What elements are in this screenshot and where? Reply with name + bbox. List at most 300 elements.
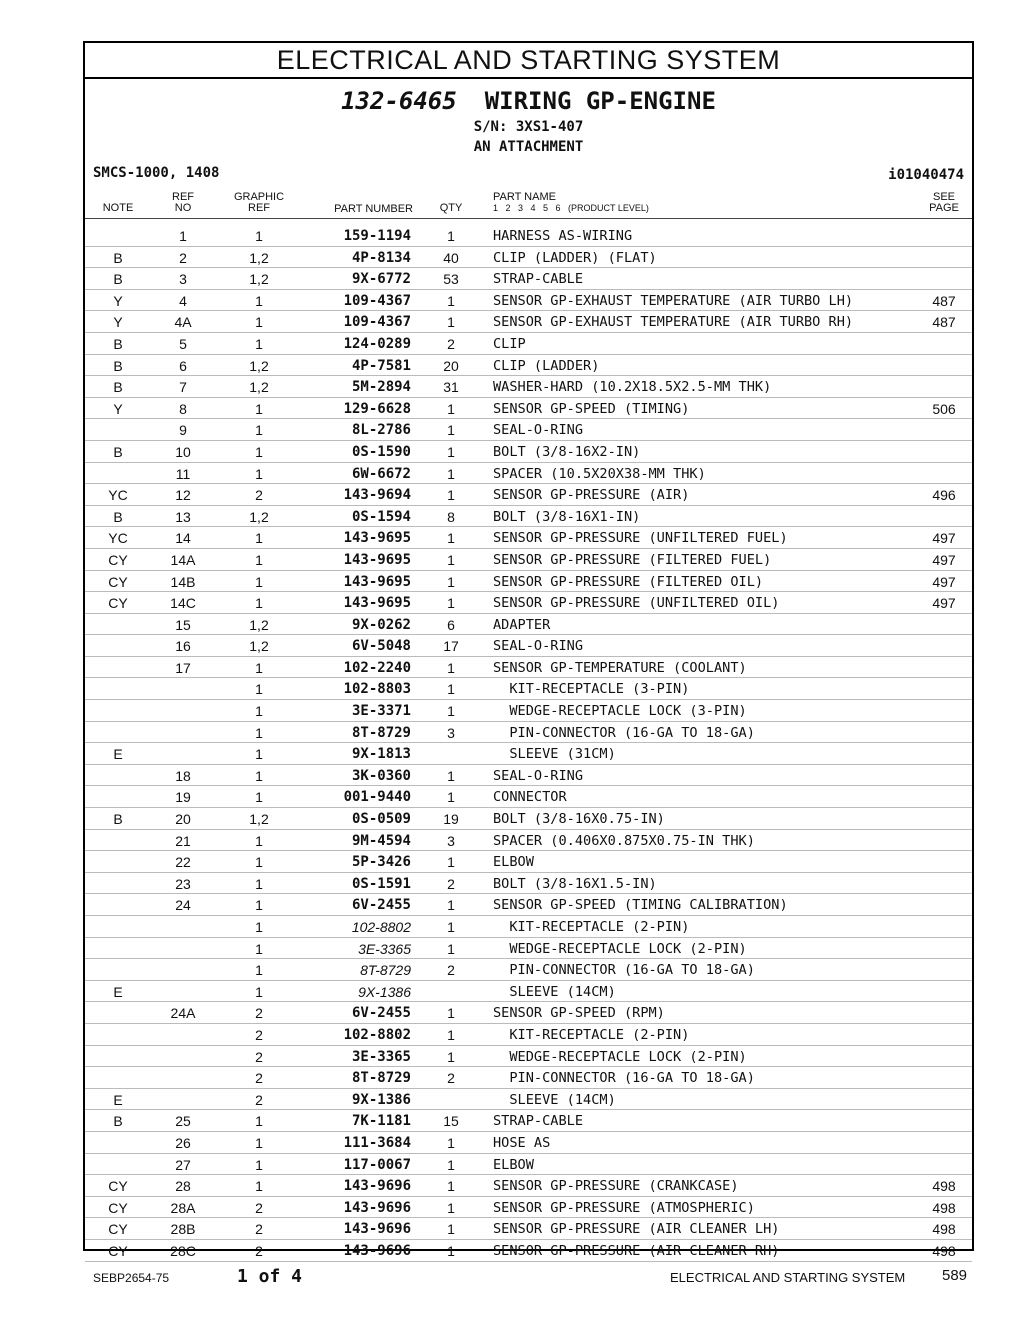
row-graphic-ref: 2 bbox=[255, 1005, 263, 1022]
row-part-name: SENSOR GP-EXHAUST TEMPERATURE (AIR TURBO LH) bbox=[493, 292, 854, 309]
table-row bbox=[85, 463, 972, 485]
row-part-name: BOLT (3/8-16X2-IN) bbox=[493, 443, 641, 460]
row-see-page: 497 bbox=[932, 551, 956, 568]
table-row bbox=[85, 1024, 972, 1046]
row-part-number: 129-6628 bbox=[343, 400, 411, 417]
row-part-number: 143-9695 bbox=[343, 595, 411, 612]
row-part-number: 0S-1590 bbox=[351, 443, 411, 460]
row-ref-no: 9 bbox=[179, 422, 187, 439]
row-part-name: BOLT (3/8-16X0.75-IN) bbox=[493, 811, 665, 828]
row-part-name: SENSOR GP-PRESSURE (AIR CLEANER RH) bbox=[493, 1242, 780, 1259]
col-ref-bottom: NO bbox=[174, 202, 192, 214]
row-ref-no: 26 bbox=[175, 1134, 191, 1151]
row-part-name: WEDGE-RECEPTACLE LOCK (2-PIN) bbox=[493, 1048, 747, 1065]
table-row bbox=[85, 441, 972, 463]
table-row bbox=[85, 678, 972, 700]
row-graphic-ref: 2 bbox=[255, 1199, 263, 1216]
table-row bbox=[85, 614, 972, 636]
row-part-number: 4P-8134 bbox=[351, 249, 411, 266]
table-row bbox=[85, 959, 972, 981]
table-row bbox=[85, 376, 972, 398]
row-see-page: 497 bbox=[932, 530, 956, 547]
row-part-name: KIT-RECEPTACLE (2-PIN) bbox=[493, 919, 690, 935]
row-part-number: 3E-3365 bbox=[358, 940, 411, 957]
row-note: CY bbox=[108, 573, 128, 590]
row-see-page: 506 bbox=[932, 400, 956, 417]
row-part-number: 4P-7581 bbox=[351, 357, 411, 374]
row-note: CY bbox=[108, 595, 128, 612]
row-graphic-ref: 2 bbox=[255, 1048, 263, 1065]
row-graphic-ref: 1 bbox=[255, 875, 263, 892]
row-qty: 15 bbox=[443, 1113, 459, 1130]
row-graphic-ref: 2 bbox=[255, 1070, 263, 1087]
row-part-name: CLIP (LADDER) bbox=[493, 357, 600, 374]
row-qty: 1 bbox=[447, 854, 455, 871]
row-note: B bbox=[113, 335, 123, 352]
row-part-number: 6V-2455 bbox=[351, 897, 411, 914]
smcs-code: SMCS-1000, 1408 bbox=[93, 165, 220, 181]
row-part-number: 7K-1181 bbox=[351, 1113, 411, 1130]
row-part-name: STRAP-CABLE bbox=[493, 271, 584, 288]
row-qty: 40 bbox=[443, 249, 459, 266]
row-note: YC bbox=[108, 487, 128, 504]
row-part-name: SENSOR GP-SPEED (RPM) bbox=[493, 1005, 665, 1022]
row-ref-no: 16 bbox=[175, 638, 191, 655]
row-part-number: 102-2240 bbox=[343, 659, 411, 676]
row-qty: 1 bbox=[447, 551, 455, 568]
group-type: AN ATTACHMENT bbox=[473, 139, 584, 155]
row-qty: 1 bbox=[447, 789, 455, 806]
col-part-name: PART NAME bbox=[493, 191, 556, 203]
row-note: CY bbox=[108, 1199, 128, 1216]
row-part-number: 0S-1591 bbox=[351, 875, 411, 892]
row-part-name: SLEEVE (14CM) bbox=[493, 1091, 616, 1108]
row-note: E bbox=[113, 983, 123, 1000]
row-ref-no: 3 bbox=[179, 271, 187, 288]
row-graphic-ref: 1 bbox=[255, 832, 263, 849]
row-part-name: SENSOR GP-PRESSURE (FILTERED OIL) bbox=[493, 573, 764, 590]
row-part-number: 3K-0360 bbox=[351, 767, 411, 784]
row-qty: 1 bbox=[447, 659, 455, 676]
row-qty: 1 bbox=[447, 1156, 455, 1173]
row-part-number: 102-8802 bbox=[343, 1026, 411, 1043]
table-row bbox=[85, 808, 972, 830]
row-ref-no: 10 bbox=[175, 443, 191, 460]
row-graphic-ref: 2 bbox=[255, 1091, 263, 1108]
row-ref-no: 27 bbox=[175, 1156, 191, 1173]
row-qty: 1 bbox=[447, 1178, 455, 1195]
row-qty: 8 bbox=[447, 508, 455, 525]
row-ref-no: 23 bbox=[175, 875, 191, 892]
group-header bbox=[85, 79, 972, 229]
row-ref-no: 8 bbox=[179, 400, 187, 417]
row-part-name: SLEEVE (31CM) bbox=[493, 746, 616, 763]
row-note: Y bbox=[113, 292, 123, 309]
table-row bbox=[85, 743, 972, 765]
row-part-name: BOLT (3/8-16X1.5-IN) bbox=[493, 875, 657, 892]
group-number: 132-6465 bbox=[341, 87, 457, 115]
row-part-name: PIN-CONNECTOR (16-GA TO 18-GA) bbox=[493, 724, 755, 741]
row-qty: 1 bbox=[447, 314, 455, 331]
col-see-bottom: PAGE bbox=[929, 202, 959, 214]
row-qty: 1 bbox=[447, 767, 455, 784]
row-qty: 1 bbox=[447, 530, 455, 547]
row-ref-no: 5 bbox=[179, 335, 187, 352]
row-ref-no: 4A bbox=[174, 314, 192, 331]
row-note: CY bbox=[108, 1221, 128, 1238]
row-graphic-ref: 1 bbox=[255, 724, 263, 741]
row-part-number: 102-8803 bbox=[343, 681, 411, 698]
table-row bbox=[85, 765, 972, 787]
table-row bbox=[85, 592, 972, 614]
footer-page-number: 589 bbox=[942, 1267, 968, 1284]
row-qty: 1 bbox=[447, 422, 455, 439]
row-ref-no: 14B bbox=[170, 573, 196, 590]
table-row bbox=[85, 786, 972, 808]
row-part-number: 143-9696 bbox=[343, 1199, 411, 1216]
row-graphic-ref: 1,2 bbox=[249, 357, 269, 374]
col-note: NOTE bbox=[102, 202, 134, 214]
row-qty: 1 bbox=[447, 1026, 455, 1043]
table-row bbox=[85, 355, 972, 377]
row-note: B bbox=[113, 443, 123, 460]
row-part-number: 143-9696 bbox=[343, 1242, 411, 1259]
row-graphic-ref: 1 bbox=[255, 1156, 263, 1173]
row-qty: 1 bbox=[447, 573, 455, 590]
table-row bbox=[85, 290, 972, 312]
row-graphic-ref: 1 bbox=[255, 422, 263, 439]
row-see-page: 498 bbox=[932, 1178, 956, 1195]
row-qty: 31 bbox=[443, 379, 459, 396]
row-graphic-ref: 1 bbox=[255, 335, 263, 352]
row-part-name: PIN-CONNECTOR (16-GA TO 18-GA) bbox=[493, 962, 755, 979]
row-ref-no: 19 bbox=[175, 789, 191, 806]
table-row bbox=[85, 571, 972, 593]
row-qty: 1 bbox=[447, 292, 455, 309]
row-part-name: SENSOR GP-PRESSURE (AIR) bbox=[493, 487, 690, 504]
row-part-number: 9X-1386 bbox=[351, 1091, 411, 1108]
row-graphic-ref: 1 bbox=[255, 983, 263, 1000]
row-note: B bbox=[113, 357, 123, 374]
row-part-number: 8L-2786 bbox=[351, 422, 411, 439]
row-ref-no: 18 bbox=[175, 767, 191, 784]
row-see-page: 487 bbox=[932, 314, 956, 331]
row-part-number: 6V-5048 bbox=[351, 638, 411, 655]
row-qty: 1 bbox=[447, 595, 455, 612]
row-ref-no: 20 bbox=[175, 811, 191, 828]
row-graphic-ref: 1 bbox=[255, 292, 263, 309]
row-part-name: SENSOR GP-PRESSURE (UNFILTERED OIL) bbox=[493, 595, 780, 612]
row-graphic-ref: 1 bbox=[255, 551, 263, 568]
row-see-page: 497 bbox=[932, 573, 956, 590]
row-part-number: 6W-6672 bbox=[351, 465, 411, 482]
row-note: Y bbox=[113, 400, 123, 417]
row-qty: 1 bbox=[447, 1199, 455, 1216]
row-graphic-ref: 1 bbox=[255, 681, 263, 698]
row-qty: 1 bbox=[447, 1048, 455, 1065]
row-part-name: SENSOR GP-TEMPERATURE (COOLANT) bbox=[493, 659, 747, 676]
row-qty: 1 bbox=[447, 465, 455, 482]
col-graphic-bottom: REF bbox=[248, 202, 270, 214]
row-part-number: 001-9440 bbox=[343, 789, 411, 806]
row-part-number: 0S-1594 bbox=[351, 508, 411, 525]
row-graphic-ref: 1,2 bbox=[249, 271, 269, 288]
row-graphic-ref: 1 bbox=[255, 530, 263, 547]
row-qty: 3 bbox=[447, 832, 455, 849]
row-ref-no: 7 bbox=[179, 379, 187, 396]
table-row bbox=[85, 873, 972, 895]
row-part-name: WASHER-HARD (10.2X18.5X2.5-MM THK) bbox=[493, 379, 772, 396]
row-part-number: 3E-3365 bbox=[351, 1048, 411, 1065]
row-graphic-ref: 1 bbox=[255, 767, 263, 784]
row-part-number: 143-9695 bbox=[343, 530, 411, 547]
row-part-number: 109-4367 bbox=[343, 314, 411, 331]
row-part-name: WEDGE-RECEPTACLE LOCK (3-PIN) bbox=[493, 703, 747, 720]
row-part-number: 9X-0262 bbox=[351, 616, 411, 633]
row-part-number: 9X-1813 bbox=[351, 746, 411, 763]
row-part-number: 3E-3371 bbox=[351, 703, 411, 720]
row-ref-no: 6 bbox=[179, 357, 187, 374]
table-row bbox=[85, 1175, 972, 1197]
col-graphic-top: GRAPHIC bbox=[233, 191, 285, 203]
row-ref-no: 28A bbox=[170, 1199, 196, 1216]
column-headers bbox=[85, 188, 972, 219]
row-graphic-ref: 2 bbox=[255, 1242, 263, 1259]
row-qty: 20 bbox=[443, 357, 459, 374]
row-ref-no: 25 bbox=[175, 1113, 191, 1130]
row-note: CY bbox=[108, 551, 128, 568]
row-part-name: SENSOR GP-PRESSURE (AIR CLEANER LH) bbox=[493, 1221, 780, 1238]
table-row bbox=[85, 722, 972, 744]
row-graphic-ref: 2 bbox=[255, 1026, 263, 1043]
row-qty: 17 bbox=[443, 638, 459, 655]
row-graphic-ref: 1 bbox=[255, 897, 263, 914]
row-ref-no: 14 bbox=[175, 530, 191, 547]
row-graphic-ref: 1 bbox=[255, 659, 263, 676]
row-note: B bbox=[113, 249, 123, 266]
row-qty: 1 bbox=[447, 940, 455, 957]
row-graphic-ref: 1 bbox=[255, 1134, 263, 1151]
col-qty: QTY bbox=[439, 202, 463, 214]
row-note: B bbox=[113, 379, 123, 396]
row-graphic-ref: 1 bbox=[255, 789, 263, 806]
table-row bbox=[85, 1132, 972, 1154]
row-note: E bbox=[113, 1091, 123, 1108]
row-part-number: 9X-1386 bbox=[358, 983, 411, 1000]
row-ref-no: 28C bbox=[170, 1242, 196, 1259]
row-note: B bbox=[113, 811, 123, 828]
table-row bbox=[85, 247, 972, 269]
col-product-level: 1 2 3 4 5 6 (PRODUCT LEVEL) bbox=[493, 203, 649, 213]
row-qty: 1 bbox=[447, 1221, 455, 1238]
row-part-name: STRAP-CABLE bbox=[493, 1113, 584, 1130]
row-graphic-ref: 2 bbox=[255, 1221, 263, 1238]
row-graphic-ref: 1 bbox=[255, 962, 263, 979]
row-see-page: 498 bbox=[932, 1221, 956, 1238]
row-qty: 53 bbox=[443, 271, 459, 288]
row-qty: 1 bbox=[447, 897, 455, 914]
table-row bbox=[85, 1240, 972, 1262]
row-ref-no: 24 bbox=[175, 897, 191, 914]
row-part-number: 143-9696 bbox=[343, 1221, 411, 1238]
footer-page-of: 1 of 4 bbox=[237, 1266, 303, 1287]
row-ref-no: 2 bbox=[179, 249, 187, 266]
illustration-reference: i01040474 bbox=[888, 167, 964, 183]
row-qty: 1 bbox=[447, 681, 455, 698]
table-row bbox=[85, 1046, 972, 1068]
row-part-number: 9M-4594 bbox=[351, 832, 411, 849]
row-qty: 1 bbox=[447, 487, 455, 504]
footer-section: ELECTRICAL AND STARTING SYSTEM bbox=[670, 1270, 906, 1285]
row-note: B bbox=[113, 1113, 123, 1130]
col-part-number: PART NUMBER bbox=[334, 203, 413, 215]
table-row bbox=[85, 419, 972, 441]
row-part-name: ELBOW bbox=[493, 1156, 534, 1173]
row-qty: 1 bbox=[447, 703, 455, 720]
row-graphic-ref: 1 bbox=[255, 400, 263, 417]
table-row bbox=[85, 1218, 972, 1240]
row-qty: 1 bbox=[447, 1005, 455, 1022]
row-part-number: 6V-2455 bbox=[351, 1005, 411, 1022]
table-row bbox=[85, 830, 972, 852]
row-qty: 1 bbox=[447, 1242, 455, 1259]
row-ref-no: 14C bbox=[170, 595, 196, 612]
table-row bbox=[85, 700, 972, 722]
section-title: ELECTRICAL AND STARTING SYSTEM bbox=[85, 43, 972, 79]
row-ref-no: 22 bbox=[175, 854, 191, 871]
row-part-name: WEDGE-RECEPTACLE LOCK (2-PIN) bbox=[493, 940, 747, 957]
row-ref-no: 14A bbox=[170, 551, 196, 568]
row-ref-no: 4 bbox=[179, 292, 187, 309]
table-row bbox=[85, 527, 972, 549]
row-note: B bbox=[113, 271, 123, 288]
row-qty: 1 bbox=[447, 919, 455, 935]
table-row bbox=[85, 484, 972, 506]
row-part-name: SENSOR GP-PRESSURE (FILTERED FUEL) bbox=[493, 551, 772, 568]
row-qty: 1 bbox=[447, 1134, 455, 1151]
row-ref-no: 17 bbox=[175, 659, 191, 676]
col-ref-top: REF bbox=[172, 191, 194, 203]
row-qty: 3 bbox=[447, 724, 455, 741]
row-part-name: KIT-RECEPTACLE (3-PIN) bbox=[493, 681, 690, 698]
row-qty: 1 bbox=[447, 400, 455, 417]
row-note: B bbox=[113, 508, 123, 525]
row-graphic-ref: 1 bbox=[255, 314, 263, 331]
row-ref-no: 13 bbox=[175, 508, 191, 525]
row-graphic-ref: 1 bbox=[255, 854, 263, 871]
row-part-number: 8T-8729 bbox=[351, 1070, 411, 1087]
row-part-name: SENSOR GP-PRESSURE (ATMOSPHERIC) bbox=[493, 1199, 755, 1216]
row-part-name: SPACER (10.5X20X38-MM THK) bbox=[493, 465, 706, 482]
row-part-number: 159-1194 bbox=[343, 228, 411, 244]
row-qty: 19 bbox=[443, 811, 459, 828]
row-part-name: SEAL-O-RING bbox=[493, 422, 584, 439]
row-part-name: SENSOR GP-PRESSURE (CRANKCASE) bbox=[493, 1178, 739, 1195]
table-row bbox=[85, 1067, 972, 1089]
table-row bbox=[85, 851, 972, 873]
row-graphic-ref: 1,2 bbox=[249, 638, 269, 655]
row-part-number: 143-9694 bbox=[343, 487, 411, 504]
row-part-number: 143-9696 bbox=[343, 1178, 411, 1195]
row-part-number: 117-0067 bbox=[343, 1156, 411, 1173]
row-graphic-ref: 1 bbox=[255, 228, 263, 244]
row-graphic-ref: 1 bbox=[255, 1113, 263, 1130]
row-ref-no: 28 bbox=[175, 1178, 191, 1195]
table-row bbox=[85, 635, 972, 657]
table-row bbox=[85, 894, 972, 916]
row-graphic-ref: 1,2 bbox=[249, 616, 269, 633]
row-part-name: KIT-RECEPTACLE (2-PIN) bbox=[493, 1026, 690, 1043]
row-qty: 2 bbox=[447, 875, 455, 892]
row-part-number: 5M-2894 bbox=[351, 379, 411, 396]
row-graphic-ref: 2 bbox=[255, 487, 263, 504]
row-see-page: 498 bbox=[932, 1242, 956, 1259]
table-row bbox=[85, 225, 972, 247]
row-ref-no: 12 bbox=[175, 487, 191, 504]
row-qty: 1 bbox=[447, 443, 455, 460]
row-ref-no: 1 bbox=[179, 228, 187, 244]
row-part-name: CONNECTOR bbox=[493, 789, 567, 806]
row-ref-no: 15 bbox=[175, 616, 191, 633]
row-note: YC bbox=[108, 530, 128, 547]
row-part-name: SLEEVE (14CM) bbox=[493, 983, 616, 1000]
row-see-page: 487 bbox=[932, 292, 956, 309]
row-part-name: CLIP bbox=[493, 335, 526, 352]
row-part-number: 102-8802 bbox=[351, 919, 411, 935]
footer-doc-code: SEBP2654-75 bbox=[93, 1271, 170, 1285]
table-row bbox=[85, 1110, 972, 1132]
row-part-number: 143-9695 bbox=[343, 573, 411, 590]
row-part-name: SENSOR GP-EXHAUST TEMPERATURE (AIR TURBO RH) bbox=[493, 314, 854, 331]
row-part-number: 111-3684 bbox=[343, 1134, 411, 1151]
parts-table bbox=[85, 225, 972, 1262]
row-see-page: 496 bbox=[932, 487, 956, 504]
row-part-name: HOSE AS bbox=[493, 1134, 551, 1151]
row-graphic-ref: 1,2 bbox=[249, 379, 269, 396]
row-graphic-ref: 1 bbox=[255, 1178, 263, 1195]
table-row bbox=[85, 506, 972, 528]
row-part-name: ADAPTER bbox=[493, 616, 551, 633]
row-part-number: 8T-8729 bbox=[360, 962, 411, 979]
row-note: CY bbox=[108, 1242, 128, 1259]
table-row bbox=[85, 916, 972, 938]
table-row bbox=[85, 333, 972, 355]
row-part-number: 9X-6772 bbox=[351, 271, 411, 288]
row-graphic-ref: 1 bbox=[255, 465, 263, 482]
row-ref-no: 21 bbox=[175, 832, 191, 849]
table-row bbox=[85, 981, 972, 1003]
col-see-top: SEE bbox=[932, 191, 955, 203]
row-graphic-ref: 1,2 bbox=[249, 811, 269, 828]
row-part-name: SEAL-O-RING bbox=[493, 767, 584, 784]
row-qty: 2 bbox=[447, 1070, 455, 1087]
table-row bbox=[85, 1002, 972, 1024]
row-part-name: SPACER (0.406X0.875X0.75-IN THK) bbox=[493, 832, 755, 849]
table-row bbox=[85, 1089, 972, 1111]
row-ref-no: 11 bbox=[175, 465, 191, 482]
row-part-number: 5P-3426 bbox=[351, 854, 411, 871]
row-graphic-ref: 1 bbox=[255, 703, 263, 720]
row-qty: 2 bbox=[447, 335, 455, 352]
table-row bbox=[85, 1197, 972, 1219]
table-row bbox=[85, 311, 972, 333]
row-graphic-ref: 1,2 bbox=[249, 249, 269, 266]
row-part-name: PIN-CONNECTOR (16-GA TO 18-GA) bbox=[493, 1070, 755, 1087]
row-graphic-ref: 1 bbox=[255, 919, 263, 935]
table-row bbox=[85, 549, 972, 571]
row-graphic-ref: 1 bbox=[255, 573, 263, 590]
table-row bbox=[85, 398, 972, 420]
